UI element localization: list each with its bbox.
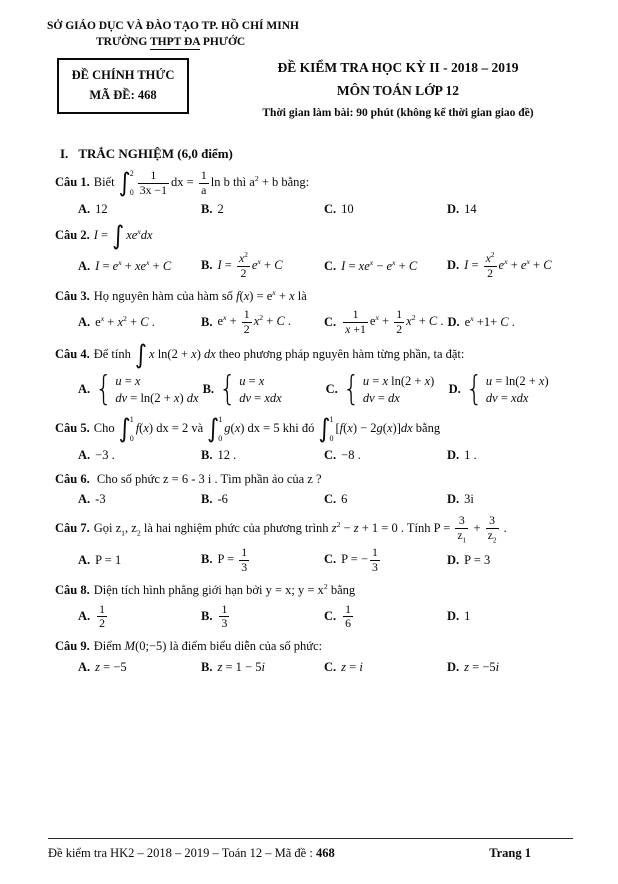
school-suffix: PHƯỚC (199, 36, 246, 48)
option-letter: D. (447, 659, 460, 674)
option-c: C. $\frac{1}{x +1}$ $e^x$ + $\frac{1}{2}$ $x^2 + C$ . (324, 307, 444, 337)
option-letter: A. (78, 381, 91, 396)
fraction: $\frac{3}{z_2}$ (487, 513, 497, 545)
option-d: D. I = $\frac{x^2}{2}$ $e^x + e^x + C$ (447, 250, 552, 280)
option-d: D. 1 (447, 609, 471, 624)
question-body: Họ nguyên hàm của hàm số $f(x) = e^x + x$ là (93, 287, 307, 303)
fraction: $\frac{x^2}{2}$ (485, 250, 495, 280)
question-label: Câu 4. (55, 347, 90, 362)
option-a: A. −3 . (78, 447, 115, 462)
question-label: Câu 5. (55, 420, 90, 435)
question-3 (55, 288, 612, 305)
option-b: B. I = $\frac{x^2}{2}$ $e^x + C$ (201, 250, 283, 280)
fraction: $\frac{1}{3}$ (241, 545, 248, 574)
question-label: Câu 1. (55, 175, 90, 190)
option-c: C. P = − $\frac{1}{3}$ (324, 545, 378, 574)
options-row (78, 660, 618, 675)
question-label: Câu 8. (55, 582, 90, 597)
exam-code: MÃ ĐỀ: 468 (89, 88, 157, 102)
school-name (96, 36, 245, 48)
option-a: A. $I = e^x + xe^x + C$ (78, 257, 172, 273)
option-d: D. P = 3 (447, 552, 491, 567)
option-b: B. z = 1 − 5i (201, 659, 265, 674)
question-4 (55, 340, 612, 370)
option-letter: B. (201, 492, 213, 507)
option-letter: A. (78, 258, 91, 273)
option-d: D. 3i (447, 492, 474, 507)
footer-left (48, 846, 335, 861)
option-a: A. -3 (78, 492, 106, 507)
option-letter: B. (201, 552, 213, 567)
option-letter: D. (447, 552, 460, 567)
option-b (201, 601, 324, 631)
question-body: Gọi $z_1$, $z_2$ là hai nghiệm phức của phương trình $z^2 - z + 1 = 0$ . Tính P = $\frac{3}{z_1}$ + $\frac{3}{z_2}$ . (93, 513, 507, 545)
question-body: I = ∫ $xe^xdx$ (93, 221, 153, 251)
question-body: Cho ∫ 1 0 f(x) dx = 2 và ∫ 1 0 g(x) dx = 5 khi đó ∫ 1 0 [f(x) − 2g(x)]dx bằng (93, 413, 441, 444)
option-b: B. 12 . (201, 447, 237, 462)
cases-brace: { u = x ln(2 + x) dv = dx (342, 370, 435, 410)
integral-sign: ∫ 1 0 (318, 413, 334, 444)
option-letter: C. (325, 381, 338, 396)
option-d: D. $e^x +1+ C$ . (447, 314, 515, 330)
exam-subject: MÔN TOÁN LỚP 12 (336, 83, 460, 98)
option-letter: A. (78, 447, 91, 462)
question-9 (55, 638, 612, 655)
exam-duration: Thời gian làm bài: 90 phút (không kể thời gian giao đề) (262, 107, 534, 119)
exam-code-box (57, 58, 189, 114)
fraction: $\frac{1}{6}$ (345, 601, 352, 631)
question-8 (55, 582, 612, 599)
option-letter: B. (201, 608, 213, 623)
option-d (449, 372, 572, 408)
option-letter: D. (447, 447, 460, 462)
integral-sign: ∫ 1 0 (207, 413, 223, 444)
exam-title: ĐỀ KIỂM TRA HỌC KỲ II - 2018 – 2019 (277, 60, 519, 75)
option-letter: B. (201, 659, 213, 674)
option-letter: A. (78, 659, 91, 674)
options-row (78, 372, 618, 408)
school-underlined: THPT ĐA (150, 36, 200, 48)
questions (0, 170, 618, 675)
options-row (78, 448, 618, 463)
cases-brace: { u = x dv = xdx (219, 370, 282, 410)
option-letter: D. (447, 315, 460, 330)
options-row (78, 547, 618, 574)
option-letter: A. (78, 608, 91, 623)
option-letter: B. (201, 202, 213, 216)
section-title: TRẮC NGHIỆM (6,0 điểm) (78, 146, 233, 161)
question-1 (55, 170, 612, 197)
page-header (0, 0, 618, 146)
options-row (78, 492, 618, 507)
option-c: C. $I = xe^x - e^x + C$ (324, 257, 418, 273)
option-letter: D. (448, 381, 461, 396)
options-row (78, 250, 618, 280)
option-letter: B. (201, 258, 213, 273)
question-body: Để tính ∫ x ln(2 + x) dx theo phương pháp nguyên hàm từng phần, ta đặt: (93, 340, 465, 370)
option-a (78, 372, 203, 408)
option-letter: C. (324, 552, 337, 567)
option-letter: C. (324, 659, 337, 674)
page-footer (48, 838, 573, 861)
fraction: $\frac{x^2}{2}$ (238, 250, 248, 280)
fraction: $\frac{1}{2}$ (396, 307, 403, 337)
fraction: $\frac{1}{2}$ (99, 601, 106, 631)
fraction: $\frac{1}{3}$ (372, 545, 378, 574)
question-5 (55, 413, 612, 444)
school-prefix: TRƯỜNG (96, 36, 150, 48)
option-d: D. z = −5i (447, 659, 500, 674)
option-letter: C. (324, 258, 337, 273)
option-letter: C. (324, 314, 337, 329)
option-b: B. -6 (201, 492, 228, 507)
section-heading (60, 146, 618, 162)
options-row (78, 202, 618, 217)
integral-sign: ∫ 1 0 (118, 413, 134, 444)
integral-sign: ∫ (135, 340, 147, 370)
footer-page-number: Trang 1 (489, 846, 531, 860)
question-label: Câu 2. (55, 228, 90, 243)
question-7 (55, 513, 612, 545)
question-6 (55, 471, 612, 488)
fraction: $\frac{1}{2}$ (243, 307, 250, 337)
option-a: A. 12 (78, 202, 108, 216)
question-body: Diện tích hình phẳng giới hạn bởi y = x; $y = x^2$ bằng (93, 581, 356, 597)
cases-brace: { u = x dv = ln(2 + x) dx (95, 370, 199, 410)
option-a: A. P = 1 (78, 552, 122, 567)
question-body: Điểm M(0;−5) là điểm biểu diễn của số phức: (93, 639, 323, 654)
question-label: Câu 6. (55, 471, 90, 486)
option-letter: D. (447, 492, 460, 507)
question-body: Cho số phức z = 6 - 3 i . Tìm phần ảo của z ? (93, 471, 322, 486)
fraction: $\frac{1}{3}$ (221, 601, 228, 631)
options-row (78, 309, 618, 336)
option-letter: A. (78, 315, 91, 330)
options-row (78, 601, 618, 631)
option-d: D. 1 . (447, 447, 477, 462)
option-b (203, 372, 326, 408)
option-letter: B. (201, 447, 213, 462)
option-letter: D. (447, 258, 460, 273)
exam-titles (205, 60, 591, 119)
official-exam-label: ĐỀ CHÍNH THỨC (71, 68, 175, 82)
fraction: $\frac{1}{x +1}$ (345, 307, 366, 337)
question-2 (55, 221, 612, 251)
cases-brace: { u = ln(2 + x) dv = xdx (465, 370, 549, 410)
option-letter: C. (324, 447, 337, 462)
option-letter: D. (447, 202, 460, 216)
option-c: C. z = i (324, 659, 363, 674)
option-letter: B. (202, 381, 215, 396)
option-c: C. −8 . (324, 447, 361, 462)
option-c: C. 10 (324, 202, 354, 216)
fraction: $\frac{1}{a}$ (200, 168, 207, 197)
department-name: SỞ GIÁO DỤC VÀ ĐÀO TẠO TP. HỒ CHÍ MINH (47, 20, 299, 32)
option-d: D. 14 (447, 202, 477, 216)
option-letter: B. (201, 314, 213, 329)
option-c (324, 601, 447, 631)
option-a: A. $e^x + x^2 + C$ . (78, 314, 155, 330)
option-a (78, 601, 201, 631)
option-letter: C. (324, 492, 337, 507)
option-c (326, 372, 449, 408)
question-label: Câu 3. (55, 288, 90, 303)
question-label: Câu 7. (55, 520, 90, 535)
integral-sign: ∫ 2 0 (118, 168, 134, 198)
section-number: I. (60, 146, 69, 161)
option-letter: C. (324, 608, 337, 623)
option-letter: A. (78, 492, 91, 507)
option-letter: A. (78, 202, 91, 216)
option-letter: D. (447, 609, 460, 624)
option-letter: C. (324, 202, 337, 216)
fraction: $\frac{3}{z_1}$ (457, 513, 467, 545)
option-letter: A. (78, 552, 91, 567)
integral-sign: ∫ (112, 221, 125, 251)
footer-exam-code: 468 (315, 846, 335, 860)
question-label: Câu 9. (55, 639, 90, 654)
footer-left-text: Đề kiểm tra HK2 – 2018 – 2019 – Toán 12 – Mã đề : (48, 846, 316, 860)
fraction: $\frac{1}{3x -1}$ (139, 168, 167, 197)
option-b: B. P = $\frac{1}{3}$ (201, 545, 248, 574)
option-c: C. 6 (324, 492, 348, 507)
option-b: B. $e^x$ + $\frac{1}{2}$ $x^2 + C$ . (201, 307, 292, 337)
option-a: A. z = −5 (78, 659, 127, 674)
option-b: B. 2 (201, 202, 224, 216)
question-body: Biết ∫ 2 0 $\frac{1}{3x -1}$ dx = $\frac{1}{a}$ ln b thì $a^2 + b$ bằng: (93, 168, 310, 198)
